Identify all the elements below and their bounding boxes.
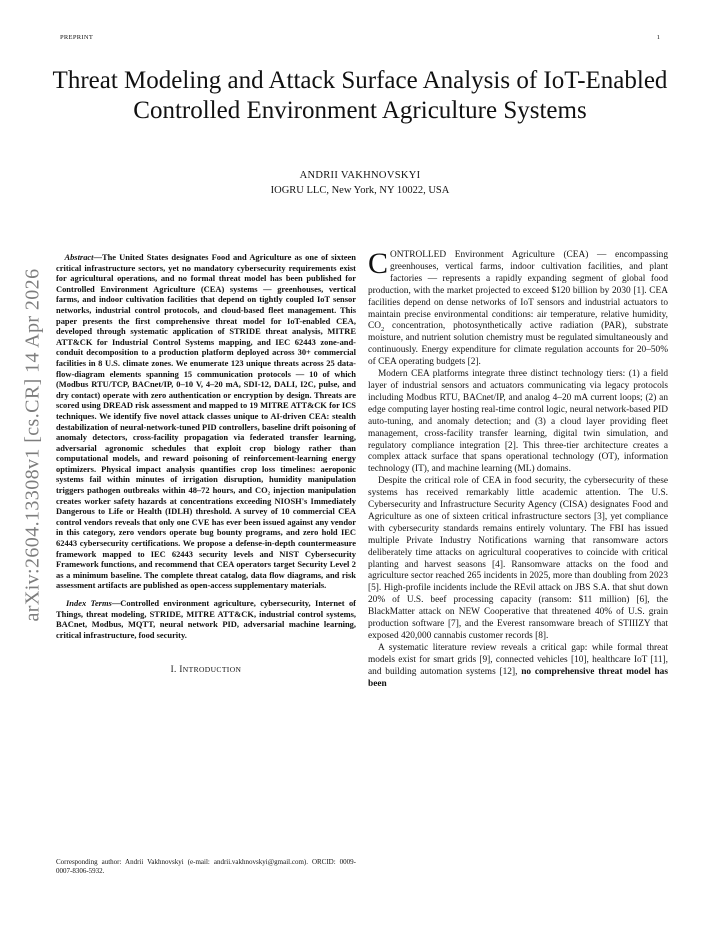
running-header: PREPRINT (60, 34, 94, 41)
intro-paragraph-4 (368, 643, 668, 691)
section-title-initial: I (179, 664, 183, 675)
index-terms (56, 598, 356, 640)
right-column (368, 247, 668, 691)
section-numeral: I. (170, 664, 180, 675)
author-affiliation: IOGRU LLC, New York, NY 10022, USA (270, 185, 450, 196)
arxiv-identifier-stamp (18, 210, 48, 680)
author-name: ANDRII VAKHNOVSKYI (299, 170, 421, 181)
intro-p1-text-b: concentration, photosynthetically active radiation (PAR), substrate moisture, and nutrient solution chemistry must be regulated simultaneously and continuously. Energy expenditure for climate regulation accounts for 20–50% of CEA operating budgets [2]. (368, 321, 668, 368)
intro-paragraph-3: Despite the critical role of CEA in food security, the cybersecurity of these systems has received remarkably little academic attention. The U.S. Cybersecurity and Infrastructure Security Agency (CISA) designates Food and Agriculture as one of sixteen critical infrastructure sectors [3], yet compliance with cybersecurity standards remains entirely voluntary. The FBI has issued multiple Private Industry Notifications warning that ransomware actors deliberately time attacks on agricultural cooperatives to coincide with critical planting and harvest seasons [4]. Ransomware attacks on the food and agriculture sector reached 265 incidents in 2025, more than doubling from 2023 [5]. High-profile incidents include the REvil attack on JBS S.A. that shut down 20% of U.S. beef processing capacity (ransom: $11 million) [6], the BlackMatter attack on NEW Cooperative that threatened 40% of U.S. grain production software [7], and the Everest ransomware breach of STIIIZY that exposed 420,000 cannabis customer records [8]. (368, 476, 668, 641)
intro-p4-emphasis: no comprehensive threat model has been (368, 666, 668, 689)
paper-title: Threat Modeling and Attack Surface Analysis of IoT-Enabled Controlled Environment Agriculture Systems (52, 67, 668, 124)
page-number: 1 (656, 34, 660, 41)
drop-cap: C (368, 247, 389, 280)
index-terms-text: —Controlled environment agriculture, cybersecurity, Internet of Things, threat modeling, STRIDE, MITRE ATT&CK, industrial control systems, BACnet, Modbus, MQTT, neural network PID, adversarial machine learning, critical infrastructure, food security. (56, 598, 356, 640)
index-terms-label: Index Terms (66, 598, 112, 608)
intro-p4-text: A systematic literature review reveals a critical gap: while formal threat models exist for smart grids [9], connected vehicles [10], healthcare IoT [11], and building automation systems [12], (368, 642, 668, 677)
footnote-corresponding-author: Corresponding author: Andrii Vakhnovskyi (e-mail: andrii.vakhnovskyi@gmail.com). ORCID: 0009-0007-8306-5932. (56, 858, 356, 875)
abstract (56, 252, 356, 591)
intro-paragraph-1 (368, 247, 668, 369)
arxiv-stamp-text: arXiv:2604.13308v1 [cs.CR] 14 Apr 2026 (21, 268, 44, 622)
co2-subscript: 2 (380, 326, 385, 334)
intro-opening-caps: ONTROLLED (390, 250, 447, 260)
intro-p1-text-a: Environment Agriculture (CEA) — encompassing greenhouses, vertical farms, indoor cultivation facilities, and plant factories — represents a rapidly expanding segment of global food production, with the market projected to exceed $120 billion by 2030 [1]. CEA facilities depend on dense networks of IoT sensors and industrial actuators to maintain precise environmental conditions: air temperature, relative humidity, CO (368, 250, 668, 332)
left-column (56, 252, 356, 674)
intro-paragraph-2: Modern CEA platforms integrate three distinct technology tiers: (1) a field layer of industrial sensors and actuators communicating via legacy protocols including Modbus RTU, BACnet/IP, and analog 4–20 mA current loops; (2) an edge computing layer hosting real-time control logic, neural network-based PID auto-tuning, and anomaly detection; and (3) a cloud layer providing fleet management, cross-facility transfer learning, digital twin simulation, and regulatory compliance integration [2]. This three-tier architecture creates a complex attack surface that spans operational technology (OT), information technology (IT), and machine learning (ML) domains. (368, 369, 668, 475)
section-title-rest: NTRODUCTION (182, 665, 242, 675)
abstract-label: Abstract (64, 252, 94, 262)
abstract-text: —The United States designates Food and Agriculture as one of sixteen critical infrastructure sectors, yet no mandatory cybersecurity requirements exist for agricultural operations, and no formal threat model has been published for Controlled Environment Agriculture (CEA) systems — greenhouses, vertical farms, and indoor cultivation facilities that depend on tightly coupled IoT sensor networks, industrial control protocols, and cloud-based fleet management. This paper presents the first comprehensive threat model for IoT-enabled CEA, developed through systematic application of STRIDE threat analysis, MITRE ATT&CK for Industrial Control Systems mapping, and IEC 62443 zone-and-conduit decomposition to a production platform deployed across 30+ commercial facilities in 8 U.S. climate zones. We enumerate 123 unique threats across 25 data-flow-diagram elements spanning 15 communication protocols — 10 of which (Modbus RTU/TCP, BACnet/IP, 0–10 V, 4–20 mA, SDI-12, DALI, I2C, pulse, and dry contact) operate with zero authentication or encryption by design. Threats are scored using DREAD risk assessment and mapped to 19 MITRE ATT&CK for ICS techniques. We identify five novel attack classes unique to AI-driven CEA: stealth destabilization of neural-network-tuned PID controllers, baseline drift poisoning of anomaly detectors, cross-facility propagation via federated transfer learning, adversarial agronomic schedules that exploit crop biology rather than computational models, and reward poisoning of reinforcement-learning energy optimizers. Physical impact analysis quantifies crop loss timelines: aeroponic systems fail within minutes of irrigation disruption, humidity manipulation triggers pathogen outbreaks within 48–72 hours, and CO₂ injection manipulation creates worker safety hazards at concentrations exceeding NIOSH's Immediately Dangerous to Life or Health (IDLH) threshold. A survey of 10 commercial CEA control vendors reveals that only one CVE has ever been issued against any vendor in this category, zero vendors operate bug bounty programs, and zero hold IEC 62443 cybersecurity certifications. We propose a defense-in-depth countermeasure framework mapped to IEC 62443 security levels and NIST Cybersecurity Framework functions, and recommend that CEA operators target Security Level 2 as a minimum baseline. The complete threat catalog, data flow diagrams, and risk assessment artifacts are published as open-access supplementary materials. (56, 252, 356, 591)
section-heading-introduction (56, 664, 356, 674)
